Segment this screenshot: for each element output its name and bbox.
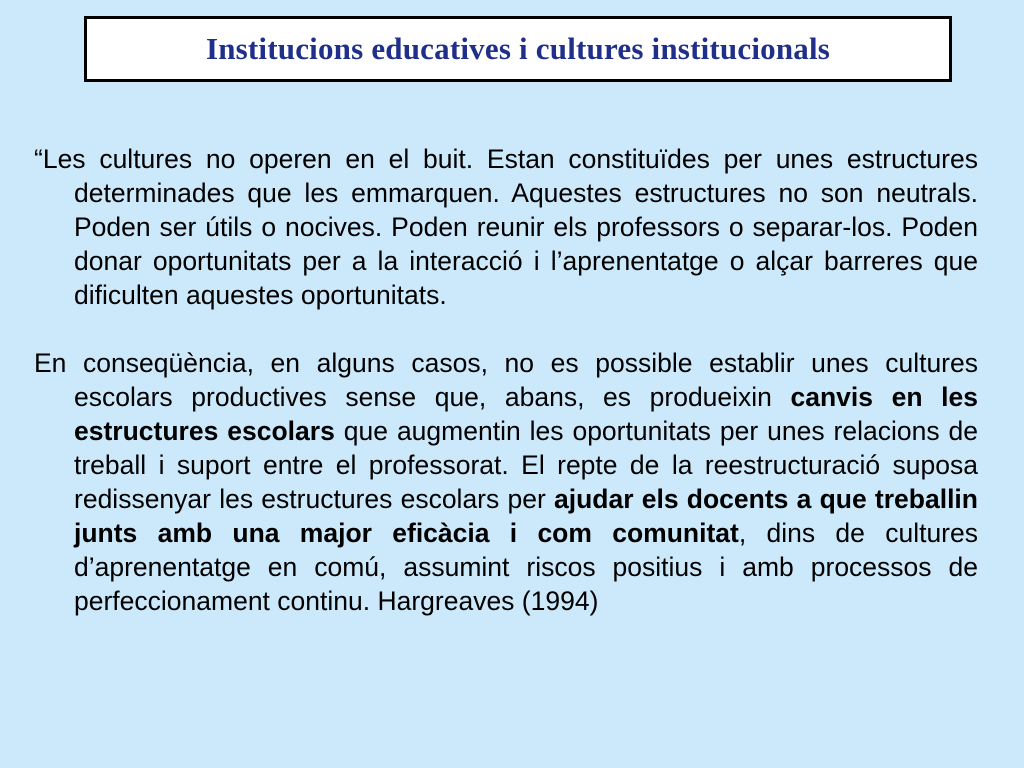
slide-body [34, 142, 978, 618]
paragraph-text: En conseqüència, en alguns casos, no es possible establir unes cultures escolars productives sense que, abans, es produeixin [34, 348, 978, 412]
paragraph-quote [34, 142, 978, 312]
paragraph-text: que augmentin les oportunitats per unes relacions de treball i suport entre el professorat. El repte de la reestructuració suposa redissenyar les estructures escolars per [74, 416, 978, 514]
emphasis-text: canvis en les estructures escolars [74, 382, 978, 446]
slide-title: Institucions educatives i cultures institucionals [205, 31, 831, 66]
emphasis-text: ajudar els docents a que treballin junts amb una major eficàcia i com comunitat [74, 484, 978, 548]
paragraph-consequence [34, 346, 978, 618]
paragraph-text: “Les cultures no operen en el buit. Estan constituïdes per unes estructures determinades que les emmarquen. Aquestes estructures no son neutrals. Poden ser útils o nocives. Poden reunir els professors o separar-los. Poden donar oportunitats per a la interacció i l’aprenentatge o alçar barreres que dificulten aquestes oportunitats. [34, 144, 978, 310]
title-box [84, 16, 952, 82]
paragraph-text: , dins de cultures d’aprenentatge en comú, assumint riscos positius i amb processos de perfeccionament continu. Hargreaves (1994) [74, 518, 978, 616]
